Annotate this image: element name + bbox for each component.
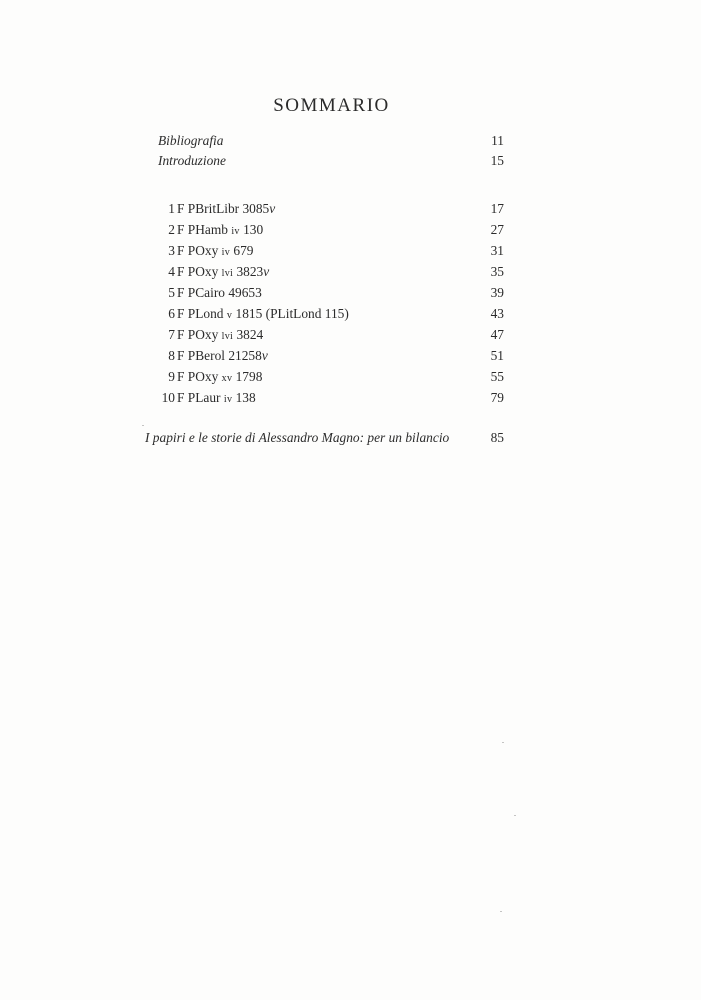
- toc-page-number: 15: [490, 153, 504, 168]
- fragment-inventory: 130: [239, 222, 264, 237]
- toc-entry-label: [158, 367, 262, 389]
- toc-entry-label: [158, 304, 349, 326]
- fragment-number: 8: [168, 348, 175, 363]
- toc-entry-label: [158, 346, 268, 366]
- toc-entry-label: I papiri e le storie di Alessandro Magno: per un bilancio: [145, 430, 450, 445]
- toc-entry-label: [158, 262, 269, 284]
- fragment-number: 4: [168, 264, 175, 279]
- toc-entry-label: [158, 241, 253, 263]
- toc-page-number: 31: [490, 243, 504, 258]
- fragment-number: 6: [168, 306, 175, 321]
- fragment-inventory: 679: [230, 243, 254, 258]
- paper-speck: [500, 911, 502, 912]
- toc-entry-label: [158, 388, 256, 410]
- toc-page-number: 85: [490, 430, 504, 445]
- toc-entry-introduzione: [158, 151, 504, 171]
- fragment-siglum: F PBerol 21258: [177, 348, 262, 363]
- toc-page-number: 51: [490, 348, 504, 363]
- fragment-siglum: F PLaur: [177, 390, 224, 405]
- toc-entry-label: [158, 325, 263, 347]
- verso-marker: v: [263, 264, 270, 279]
- fragment-number: 9: [168, 369, 175, 384]
- toc-page-number: 17: [490, 201, 504, 216]
- toc-entry-fragment: [158, 262, 504, 282]
- fragment-inventory: 1815 (PLitLond 115): [232, 306, 349, 321]
- toc-page-number: 11: [491, 133, 504, 148]
- toc-page-number: 43: [490, 306, 504, 321]
- page-title: SOMMARIO: [273, 94, 390, 116]
- toc-entry-fragment: [158, 325, 504, 345]
- toc-entry-bibliografia: [158, 131, 504, 151]
- fragment-siglum: F POxy: [177, 369, 222, 384]
- fragment-inventory: 1798: [232, 369, 263, 384]
- fragment-siglum: F PLond: [177, 306, 227, 321]
- toc-entry-fragment: [158, 367, 504, 387]
- paper-speck: [502, 742, 504, 743]
- verso-marker: v: [269, 201, 276, 216]
- volume-roman-numeral: v: [226, 310, 233, 321]
- toc-entry-label: Introduzione: [158, 153, 226, 168]
- fragment-number: 3: [168, 243, 175, 258]
- verso-marker: v: [261, 348, 268, 363]
- toc-entry-fragment: [158, 283, 504, 303]
- fragment-number: 7: [168, 327, 175, 342]
- toc-entry-fragment: [158, 241, 504, 261]
- fragment-siglum: F PCairo 49653: [177, 285, 262, 300]
- paper-speck: [142, 425, 144, 426]
- fragment-inventory: 3824: [233, 327, 264, 342]
- toc-entry-label: [158, 220, 263, 242]
- toc-entry-label: [158, 283, 262, 303]
- volume-roman-numeral: lvi: [221, 268, 234, 279]
- toc-page-number: 79: [490, 390, 504, 405]
- volume-roman-numeral: iv: [223, 394, 233, 405]
- volume-roman-numeral: xv: [221, 373, 233, 384]
- fragment-siglum: F PHamb: [177, 222, 232, 237]
- fragment-inventory: 138: [232, 390, 256, 405]
- toc-entry-label: [158, 199, 275, 219]
- toc-entry-fragment: [158, 199, 504, 219]
- toc-page-number: 39: [490, 285, 504, 300]
- fragment-number: 10: [161, 390, 175, 405]
- toc-page-number: 35: [490, 264, 504, 279]
- toc-page-number: 55: [490, 369, 504, 384]
- toc-page-number: 47: [490, 327, 504, 342]
- volume-roman-numeral: lvi: [221, 331, 234, 342]
- toc-entry-label: Bibliografia: [158, 133, 224, 148]
- paper-speck: [514, 815, 516, 816]
- volume-roman-numeral: iv: [221, 247, 231, 258]
- toc-entry-fragment: [158, 346, 504, 366]
- fragment-siglum: F POxy: [177, 327, 222, 342]
- fragment-number: 5: [168, 285, 175, 300]
- toc-entry-fragment: [158, 220, 504, 240]
- fragment-siglum: F PBritLibr 3085: [177, 201, 270, 216]
- toc-entry-bilancio: [145, 428, 504, 448]
- toc-entry-fragment: [158, 388, 504, 408]
- toc-entry-fragment: [158, 304, 504, 324]
- fragment-inventory: 3823: [233, 264, 264, 279]
- toc-page-number: 27: [490, 222, 504, 237]
- fragment-siglum: F POxy: [177, 243, 222, 258]
- fragment-number: 2: [168, 222, 175, 237]
- fragment-siglum: F POxy: [177, 264, 222, 279]
- fragment-number: 1: [168, 201, 175, 216]
- volume-roman-numeral: iv: [231, 226, 240, 237]
